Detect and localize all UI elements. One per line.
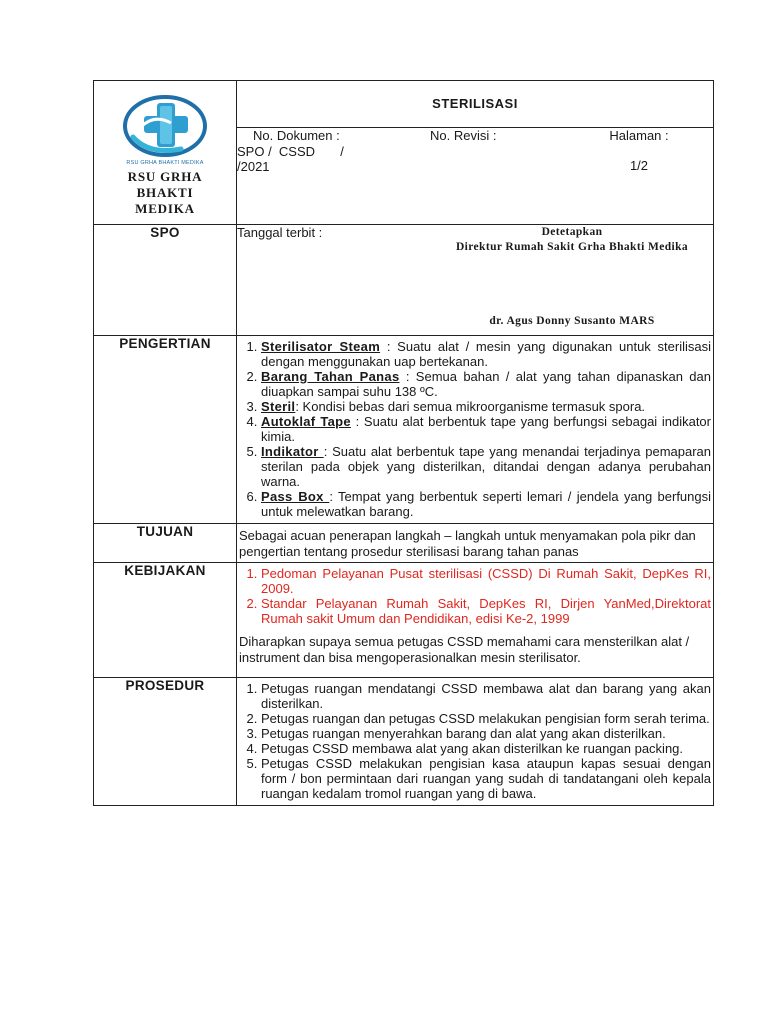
list-item: 2. Barang Tahan Panas : Semua bahan / alat yang tahan dipanaskan dan diuapkan sampai suhu 138 ºC.: [261, 369, 711, 399]
spo-info: [237, 225, 714, 336]
list-item: 4. Autoklaf Tape : Suatu alat berbentuk tape yang berfungsi sebagai indikator kimia.: [261, 414, 711, 444]
hospital-name: RSU GRHA BHAKTI MEDIKA: [127, 169, 203, 216]
list-item: 5. Indikator : Suatu alat berbentuk tape yang menandai terjadinya pemaparan sterilan pada objek yang disterilkan, ditandai dengan adanya perubahan warna.: [261, 444, 711, 489]
tujuan-label: TUJUAN: [94, 524, 237, 563]
document-meta: [237, 128, 714, 225]
kebijakan-note: Diharapkan supaya semua petugas CSSD memahami cara mensterilkan alat / instrument dan bisa mengoperasionalkan mesin sterilisator.: [239, 634, 690, 665]
prosedur-label: PROSEDUR: [94, 678, 237, 806]
list-item: 3. Petugas ruangan menyerahkan barang dan alat yang akan disterilkan.: [261, 726, 711, 741]
logo-caption: RSU GRHA BHAKTI MEDIKA: [126, 160, 204, 166]
penetapan: [430, 225, 714, 335]
list-item: 1. Pedoman Pelayanan Pusat sterilisasi (CSSD) Di Rumah Sakit, DepKes RI, 2009.: [261, 566, 711, 596]
pengertian-label: PENGERTIAN: [94, 336, 237, 524]
logo-cell: [94, 81, 237, 225]
pengertian-content: [237, 336, 714, 524]
list-item: 2. Petugas ruangan dan petugas CSSD melakukan pengisian form serah terima.: [261, 711, 711, 726]
cross-logo-icon: [119, 93, 211, 159]
list-item: 3. Steril: Kondisi bebas dari semua mikroorganisme termasuk spora.: [261, 399, 711, 414]
hospital-logo: [119, 93, 211, 165]
ditetapkan: Detetapkan: [541, 226, 603, 238]
list-item: 1. Sterilisator Steam : Suatu alat / mesin yang digunakan untuk sterilisasi dengan menggunakan uap bertekanan.: [261, 339, 711, 369]
list-item: 5. Petugas CSSD melakukan pengisian kasa ataupun kapas sesuai dengan form / bon permintaan dari ruangan yang sudah di tandatangani oleh kepala ruangan kedalam tromol ruangan yang di bawa.: [261, 756, 711, 801]
list-item: 4. Petugas CSSD membawa alat yang akan disterilkan ke ruangan packing.: [261, 741, 711, 756]
list-item: 6. Pass Box : Tempat yang berbentuk seperti lemari / jendela yang berfungsi untuk melewatkan barang.: [261, 489, 711, 519]
no-revisi: No. Revisi :: [430, 128, 497, 143]
halaman: Halaman : 1/2: [609, 128, 669, 173]
kebijakan-label: KEBIJAKAN: [94, 563, 237, 678]
document-title: STERILISASI: [237, 81, 714, 128]
tujuan-text: Sebagai acuan penerapan langkah – langkah untuk menyamakan pola pikr dan pengertian tentang prosedur sterilisasi barang tahan panas: [239, 528, 696, 559]
tujuan-content: [237, 524, 714, 563]
spo-label: SPO: [94, 225, 237, 336]
direktur: Direktur Rumah Sakit Grha Bhakti Medika: [455, 241, 689, 253]
kebijakan-list: [237, 563, 713, 634]
list-item: 2. Standar Pelayanan Rumah Sakit, DepKes RI, Dirjen YanMed,Direktorat Rumah sakit Umum dan Pendidikan, edisi Ke-2, 1999: [261, 596, 711, 626]
tanggal-terbit: Tanggal terbit :: [237, 225, 323, 240]
list-item: 1. Petugas ruangan mendatangi CSSD membawa alat dan barang yang akan disterilkan.: [261, 681, 711, 711]
prosedur-list: [237, 678, 713, 805]
signer-name: dr. Agus Donny Susanto MARS: [489, 315, 655, 327]
kebijakan-content: [237, 563, 714, 678]
spo-document-table: [93, 80, 714, 806]
prosedur-content: [237, 678, 714, 806]
no-dokumen: No. Dokumen : SPO / CSSD / /2021: [237, 128, 344, 174]
pengertian-list: [237, 336, 713, 523]
